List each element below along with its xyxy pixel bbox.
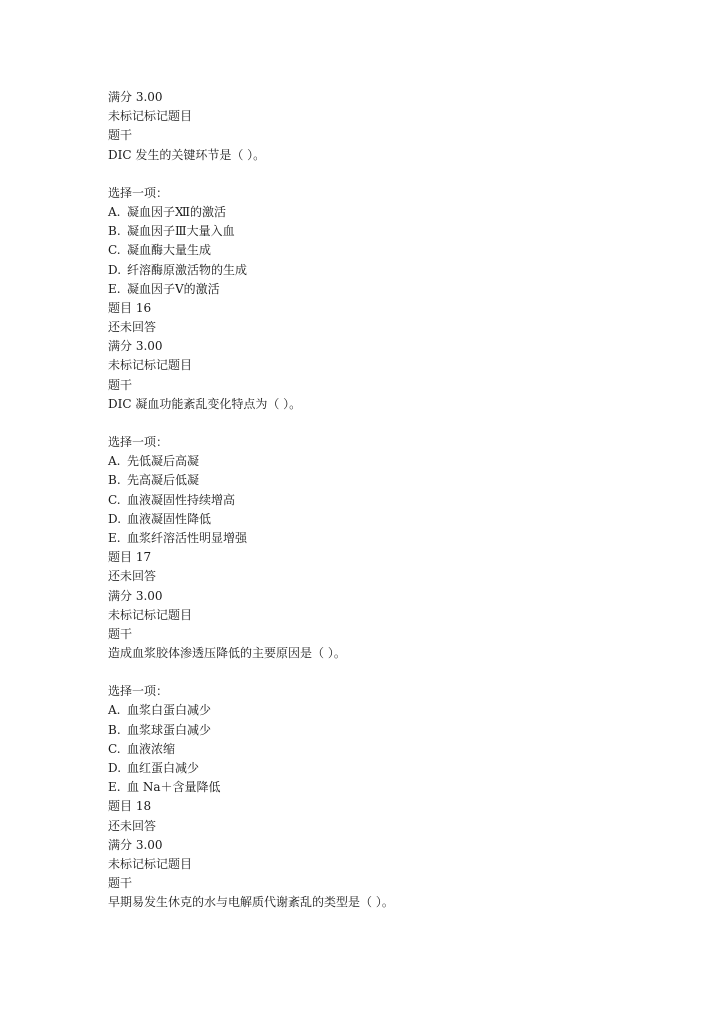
option-text: 凝血因子Ⅻ的激活	[127, 204, 227, 219]
option-text: 血浆纤溶活性明显增强	[127, 530, 248, 545]
option-letter: D.	[108, 262, 122, 277]
option-text: 血浆球蛋白减少	[127, 722, 212, 737]
stem-label: 题干	[108, 128, 133, 143]
stem-label: 题干	[108, 377, 133, 392]
option-letter: D.	[108, 511, 122, 526]
option-e[interactable]	[108, 529, 668, 548]
option-c[interactable]	[108, 740, 668, 759]
option-d[interactable]	[108, 759, 668, 778]
option-a[interactable]	[108, 452, 668, 471]
option-letter: C.	[108, 741, 121, 756]
question-text: DIC 凝血功能紊乱变化特点为（ ）。	[108, 396, 302, 411]
question-text: 造成血浆胶体渗透压降低的主要原因是（ ）。	[108, 646, 346, 661]
option-d[interactable]	[108, 510, 668, 529]
score-text: 满分 3.00	[108, 90, 163, 104]
option-text: 凝血因子Ⅲ大量入血	[127, 224, 235, 239]
option-text: 先低凝后高凝	[127, 454, 200, 469]
option-text: 血液凝固性持续增高	[127, 492, 236, 507]
option-letter: A.	[108, 204, 121, 219]
option-text: 凝血酶大量生成	[127, 243, 212, 258]
option-c[interactable]	[108, 241, 668, 260]
option-letter: D.	[108, 761, 122, 775]
option-letter: A.	[108, 703, 121, 718]
question-text: DIC 发生的关键环节是（ ）。	[108, 147, 266, 162]
stem-label: 题干	[108, 876, 133, 891]
option-b[interactable]	[108, 222, 668, 241]
option-letter: B.	[108, 722, 121, 737]
score-text: 满分 3.00	[108, 837, 163, 852]
stem-label: 题干	[108, 626, 133, 641]
option-letter: E.	[108, 530, 121, 545]
answer-status: 还未回答	[108, 320, 157, 335]
question-number: 题目 17	[108, 550, 152, 565]
option-a[interactable]	[108, 203, 668, 222]
option-e[interactable]	[108, 778, 668, 797]
option-letter: C.	[108, 492, 121, 507]
option-text: 先高凝后低凝	[127, 473, 200, 488]
option-text: 血浆白蛋白减少	[127, 703, 212, 718]
score-text: 满分 3.00	[108, 588, 163, 603]
question-text: 早期易发生休克的水与电解质代谢紊乱的类型是（ ）。	[108, 895, 394, 910]
choose-one-label: 选择一项：	[108, 684, 169, 699]
option-letter: B.	[108, 224, 121, 239]
answer-status: 还未回答	[108, 569, 157, 584]
option-letter: E.	[108, 281, 121, 296]
question-number: 题目 18	[108, 799, 152, 814]
option-letter: C.	[108, 243, 121, 258]
flag-question-link[interactable]: 未标记标记题目	[108, 856, 193, 871]
option-letter: B.	[108, 473, 121, 488]
option-letter: A.	[108, 454, 121, 469]
option-letter: E.	[108, 780, 121, 795]
option-b[interactable]	[108, 721, 668, 740]
option-a[interactable]	[108, 701, 668, 720]
score-text: 满分 3.00	[108, 339, 163, 354]
choose-one-label: 选择一项：	[108, 185, 169, 200]
option-c[interactable]	[108, 491, 668, 510]
option-text: 血红蛋白减少	[127, 761, 200, 775]
option-text: 纤溶酶原激活物的生成	[127, 262, 248, 277]
flag-question-link[interactable]: 未标记标记题目	[108, 358, 193, 373]
flag-question-link[interactable]: 未标记标记题目	[108, 607, 193, 622]
choose-one-label: 选择一项：	[108, 435, 169, 449]
option-text: 凝血因子Ⅴ的激活	[127, 281, 220, 296]
document-page	[108, 88, 668, 913]
answer-status: 还未回答	[108, 818, 157, 833]
option-text: 血液凝固性降低	[127, 511, 212, 526]
option-d[interactable]	[108, 261, 668, 280]
option-text: 血液浓缩	[127, 741, 176, 756]
option-text: 血 Na＋含量降低	[127, 780, 221, 795]
option-b[interactable]	[108, 471, 668, 490]
question-number: 题目 16	[108, 300, 152, 315]
option-e[interactable]	[108, 280, 668, 299]
flag-question-link[interactable]: 未标记标记题目	[108, 109, 193, 124]
